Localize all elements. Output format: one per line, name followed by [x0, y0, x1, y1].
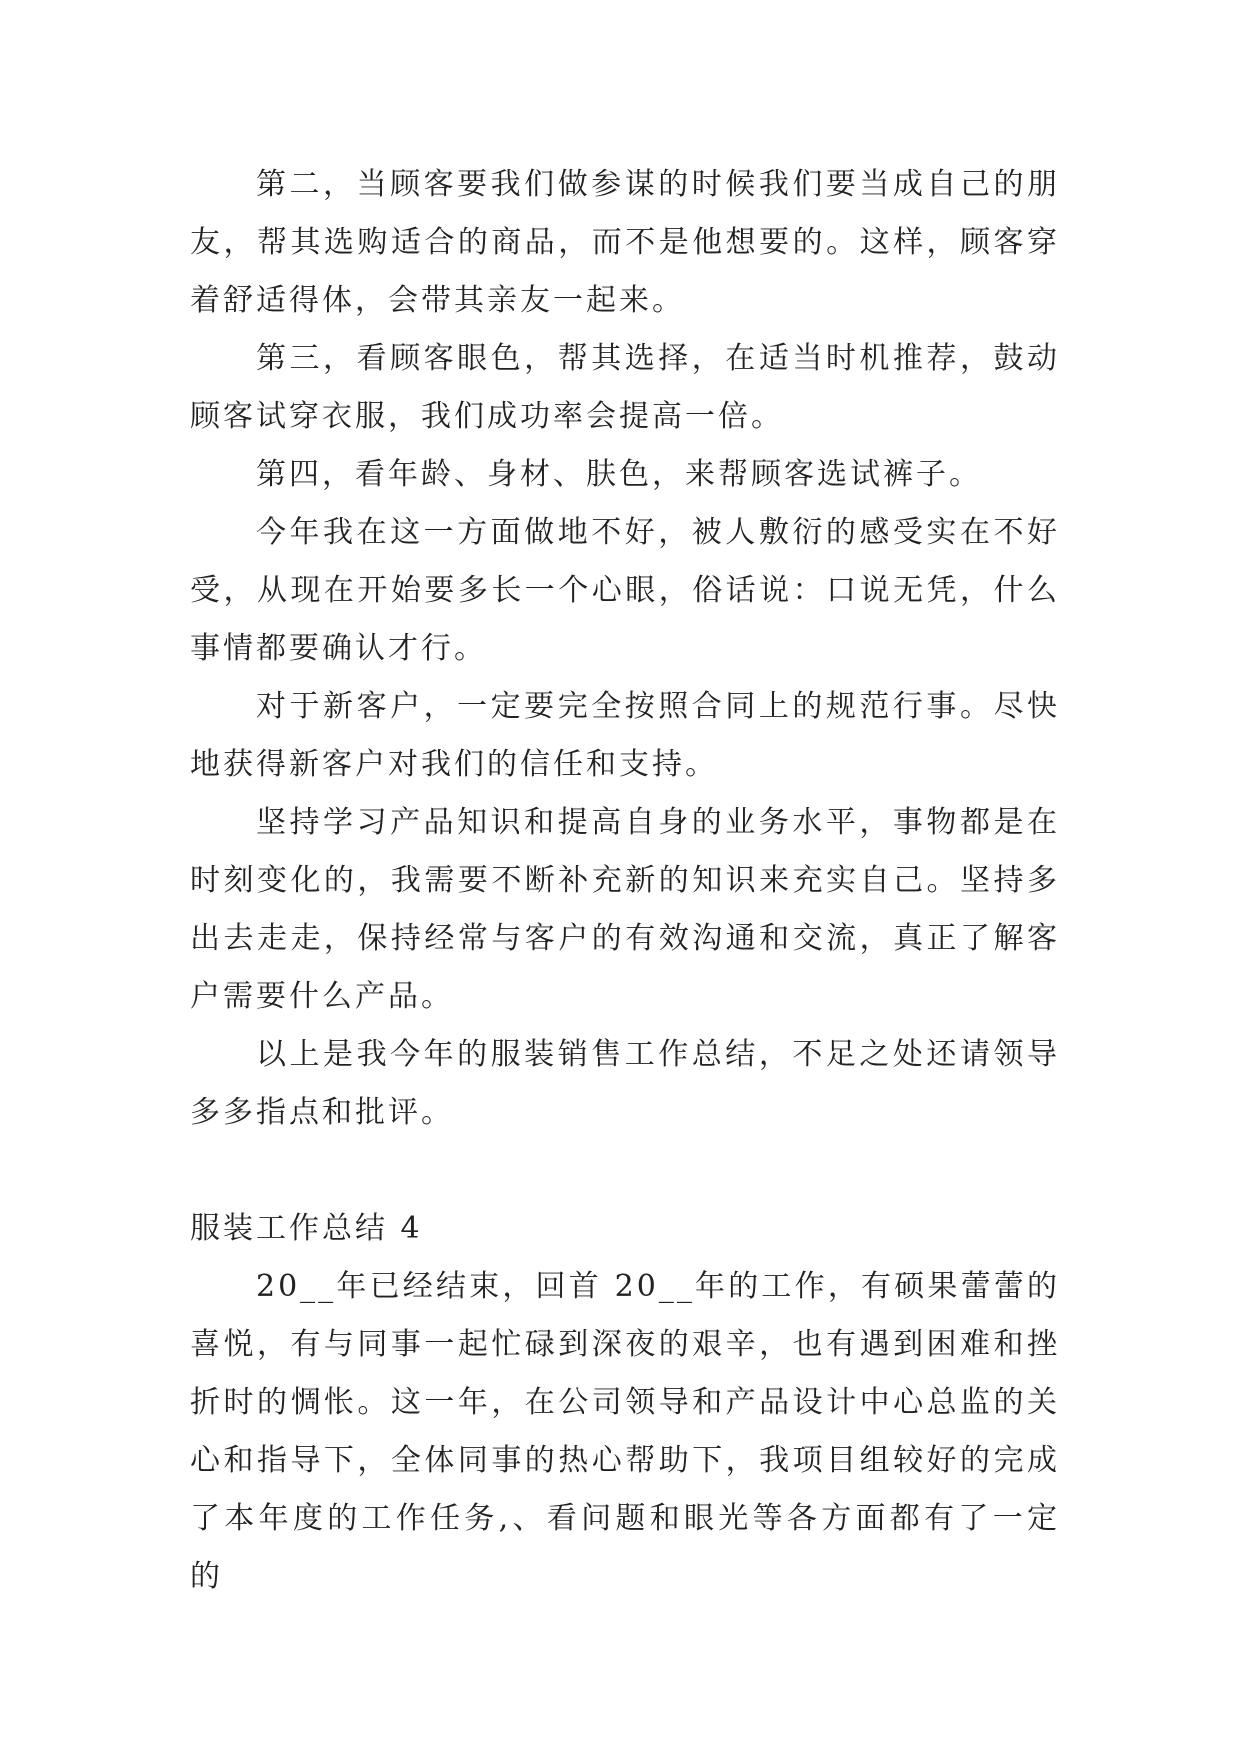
- paragraph: 第三，看顾客眼色，帮其选择，在适当时机推荐，鼓动顾客试穿衣服，我们成功率会提高一倍。: [190, 341, 1060, 434]
- paragraph: 坚持学习产品知识和提高自身的业务水平，事物都是在时刻变化的，我需要不断补充新的知识来充实自己。坚持多出去走走，保持经常与客户的有效沟通和交流，真正了解客户需要什么产品。: [190, 805, 1060, 1014]
- section-heading: 服装工作总结 4: [190, 1211, 423, 1246]
- paragraph: 第二，当顾客要我们做参谋的时候我们要当成自己的朋友，帮其选购适合的商品，而不是他想要的。这样，顾客穿着舒适得体，会带其亲友一起来。: [190, 167, 1060, 318]
- document-body: [190, 156, 1060, 1606]
- paragraph: 以上是我今年的服装销售工作总结，不足之处还请领导多多指点和批评。: [190, 1037, 1060, 1130]
- paragraph: 今年我在这一方面做地不好，被人敷衍的感受实在不好受，从现在开始要多长一个心眼，俗话说：口说无凭，什么事情都要确认才行。: [190, 515, 1060, 666]
- paragraph: 20__年已经结束，回首 20__年的工作，有硕果蕾蕾的喜悦，有与同事一起忙碌到深夜的艰辛，也有遇到困难和挫折时的惆怅。这一年，在公司领导和产品设计中心总监的关心和指导下，全体同事的热心帮助下，我项目组较好的完成了本年度的工作任务,、看问题和眼光等各方面都有了一定的: [190, 1269, 1060, 1594]
- paragraph: 第四，看年龄、身材、肤色，来帮顾客选试裤子。: [256, 457, 982, 492]
- paragraph: 对于新客户，一定要完全按照合同上的规范行事。尽快地获得新客户对我们的信任和支持。: [190, 689, 1060, 782]
